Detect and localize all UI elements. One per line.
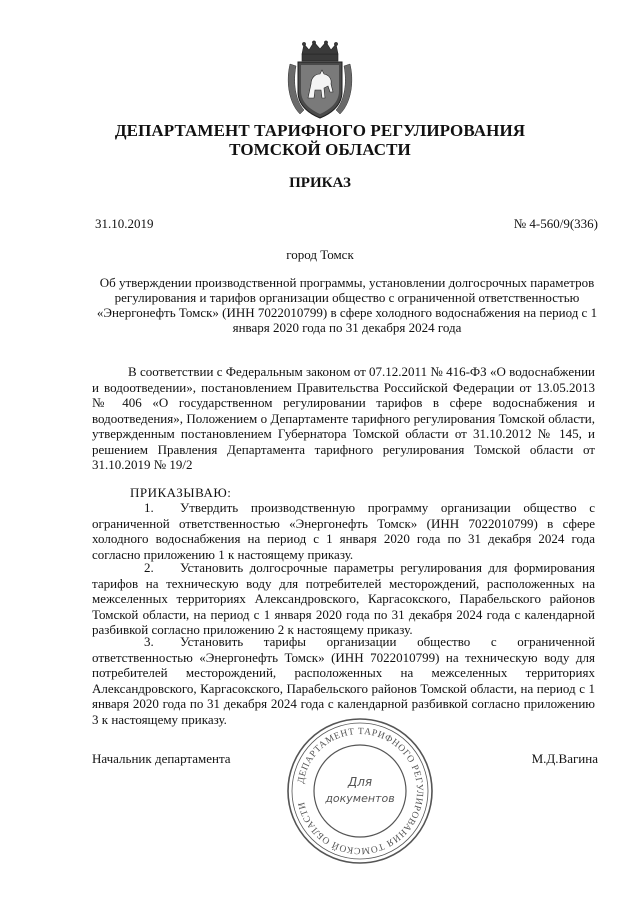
order-item: [92, 500, 595, 562]
order-item-number: 3.: [144, 634, 154, 649]
order-item-text: Установить долгосрочные параметры регулирования для формирования тарифов на техническую воду для потребителей месторождений, расположенных на межселенных территориях Александровского, Каргасокского, Парабельского районов Томской области, на период с 1 января 2020 года по 31 декабря 2024 года с календарной разбивкой согласно приложению 2 к настоящему приказу.: [92, 560, 595, 637]
order-city: город Томск: [286, 247, 354, 262]
order-item: [92, 560, 595, 638]
preamble-paragraph: В соответствии с Федеральным законом от 07.12.2011 № 416-ФЗ «О водоснабжении и водоотведении», постановлением Правительства Российской Федерации от 13.05.2013 № 406 «О государственном регулировании тарифов в сфере водоснабжения и водоотведения», Положением о Департаменте тарифного регулирования Томской области, утвержденным постановлением Губернатора Томской области от 31.10.2012 № 145, и решением Правления Департамента тарифного регулирования Томской области от 31.10.2019 № 19/2: [92, 364, 595, 472]
decree-word: ПРИКАЗЫВАЮ:: [130, 485, 232, 500]
stamp-center-line2: документов: [325, 792, 395, 805]
order-date: 31.10.2019: [95, 216, 154, 231]
official-stamp: [285, 716, 435, 866]
order-item-text: Установить тарифы организации общество с ограниченной ответственностью «Энергонефть Томск» (ИНН 7022010799) на техническую воду для потребителей месторождений, расположенных на межселенных территориях Александровского, Каргасокского, Парабельского районов Томской области, на период с 1 января 2020 года по 31 декабря 2024 года с календарной разбивкой согласно приложению 3 к настоящему приказу.: [92, 634, 595, 727]
order-subject: Об утверждении производственной программы, установлении долгосрочных параметров регулирования и тарифов организации общество с ограниченной ответственностью «Энергонефть Томск» (ИНН 7022010799) в сфере холодного водоснабжения на период с 1 января 2020 года по 31 декабря 2024 года: [96, 275, 598, 335]
signer-title: Начальник департамента: [92, 751, 231, 766]
signer-name: М.Д.Вагина: [531, 751, 598, 766]
order-item-number: 1.: [144, 500, 154, 515]
stamp-center-line1: Для: [347, 775, 373, 789]
order-item-number: 2.: [144, 560, 154, 575]
coat-of-arms-emblem: [284, 40, 356, 120]
order-number: № 4-560/9(336): [513, 216, 598, 231]
document-type-title: ПРИКАЗ: [289, 175, 351, 191]
stamp-ring-text: ДЕПАРТАМЕНТ ТАРИФНОГО РЕГУЛИРОВАНИЯ ТОМСКОЙ ОБЛАСТИ: [296, 726, 425, 856]
order-item-text: Утвердить производственную программу организации общество с ограниченной ответственностью «Энергонефть Томск» (ИНН 7022010799) в сфере холодного водоснабжения на период с 1 января 2020 года по 31 декабря 2024 года согласно приложению 1 к настоящему приказу.: [92, 500, 595, 562]
order-item: [92, 634, 595, 727]
department-title-line2: ТОМСКОЙ ОБЛАСТИ: [229, 140, 411, 159]
department-title-line1: ДЕПАРТАМЕНТ ТАРИФНОГО РЕГУЛИРОВАНИЯ: [114, 121, 526, 140]
